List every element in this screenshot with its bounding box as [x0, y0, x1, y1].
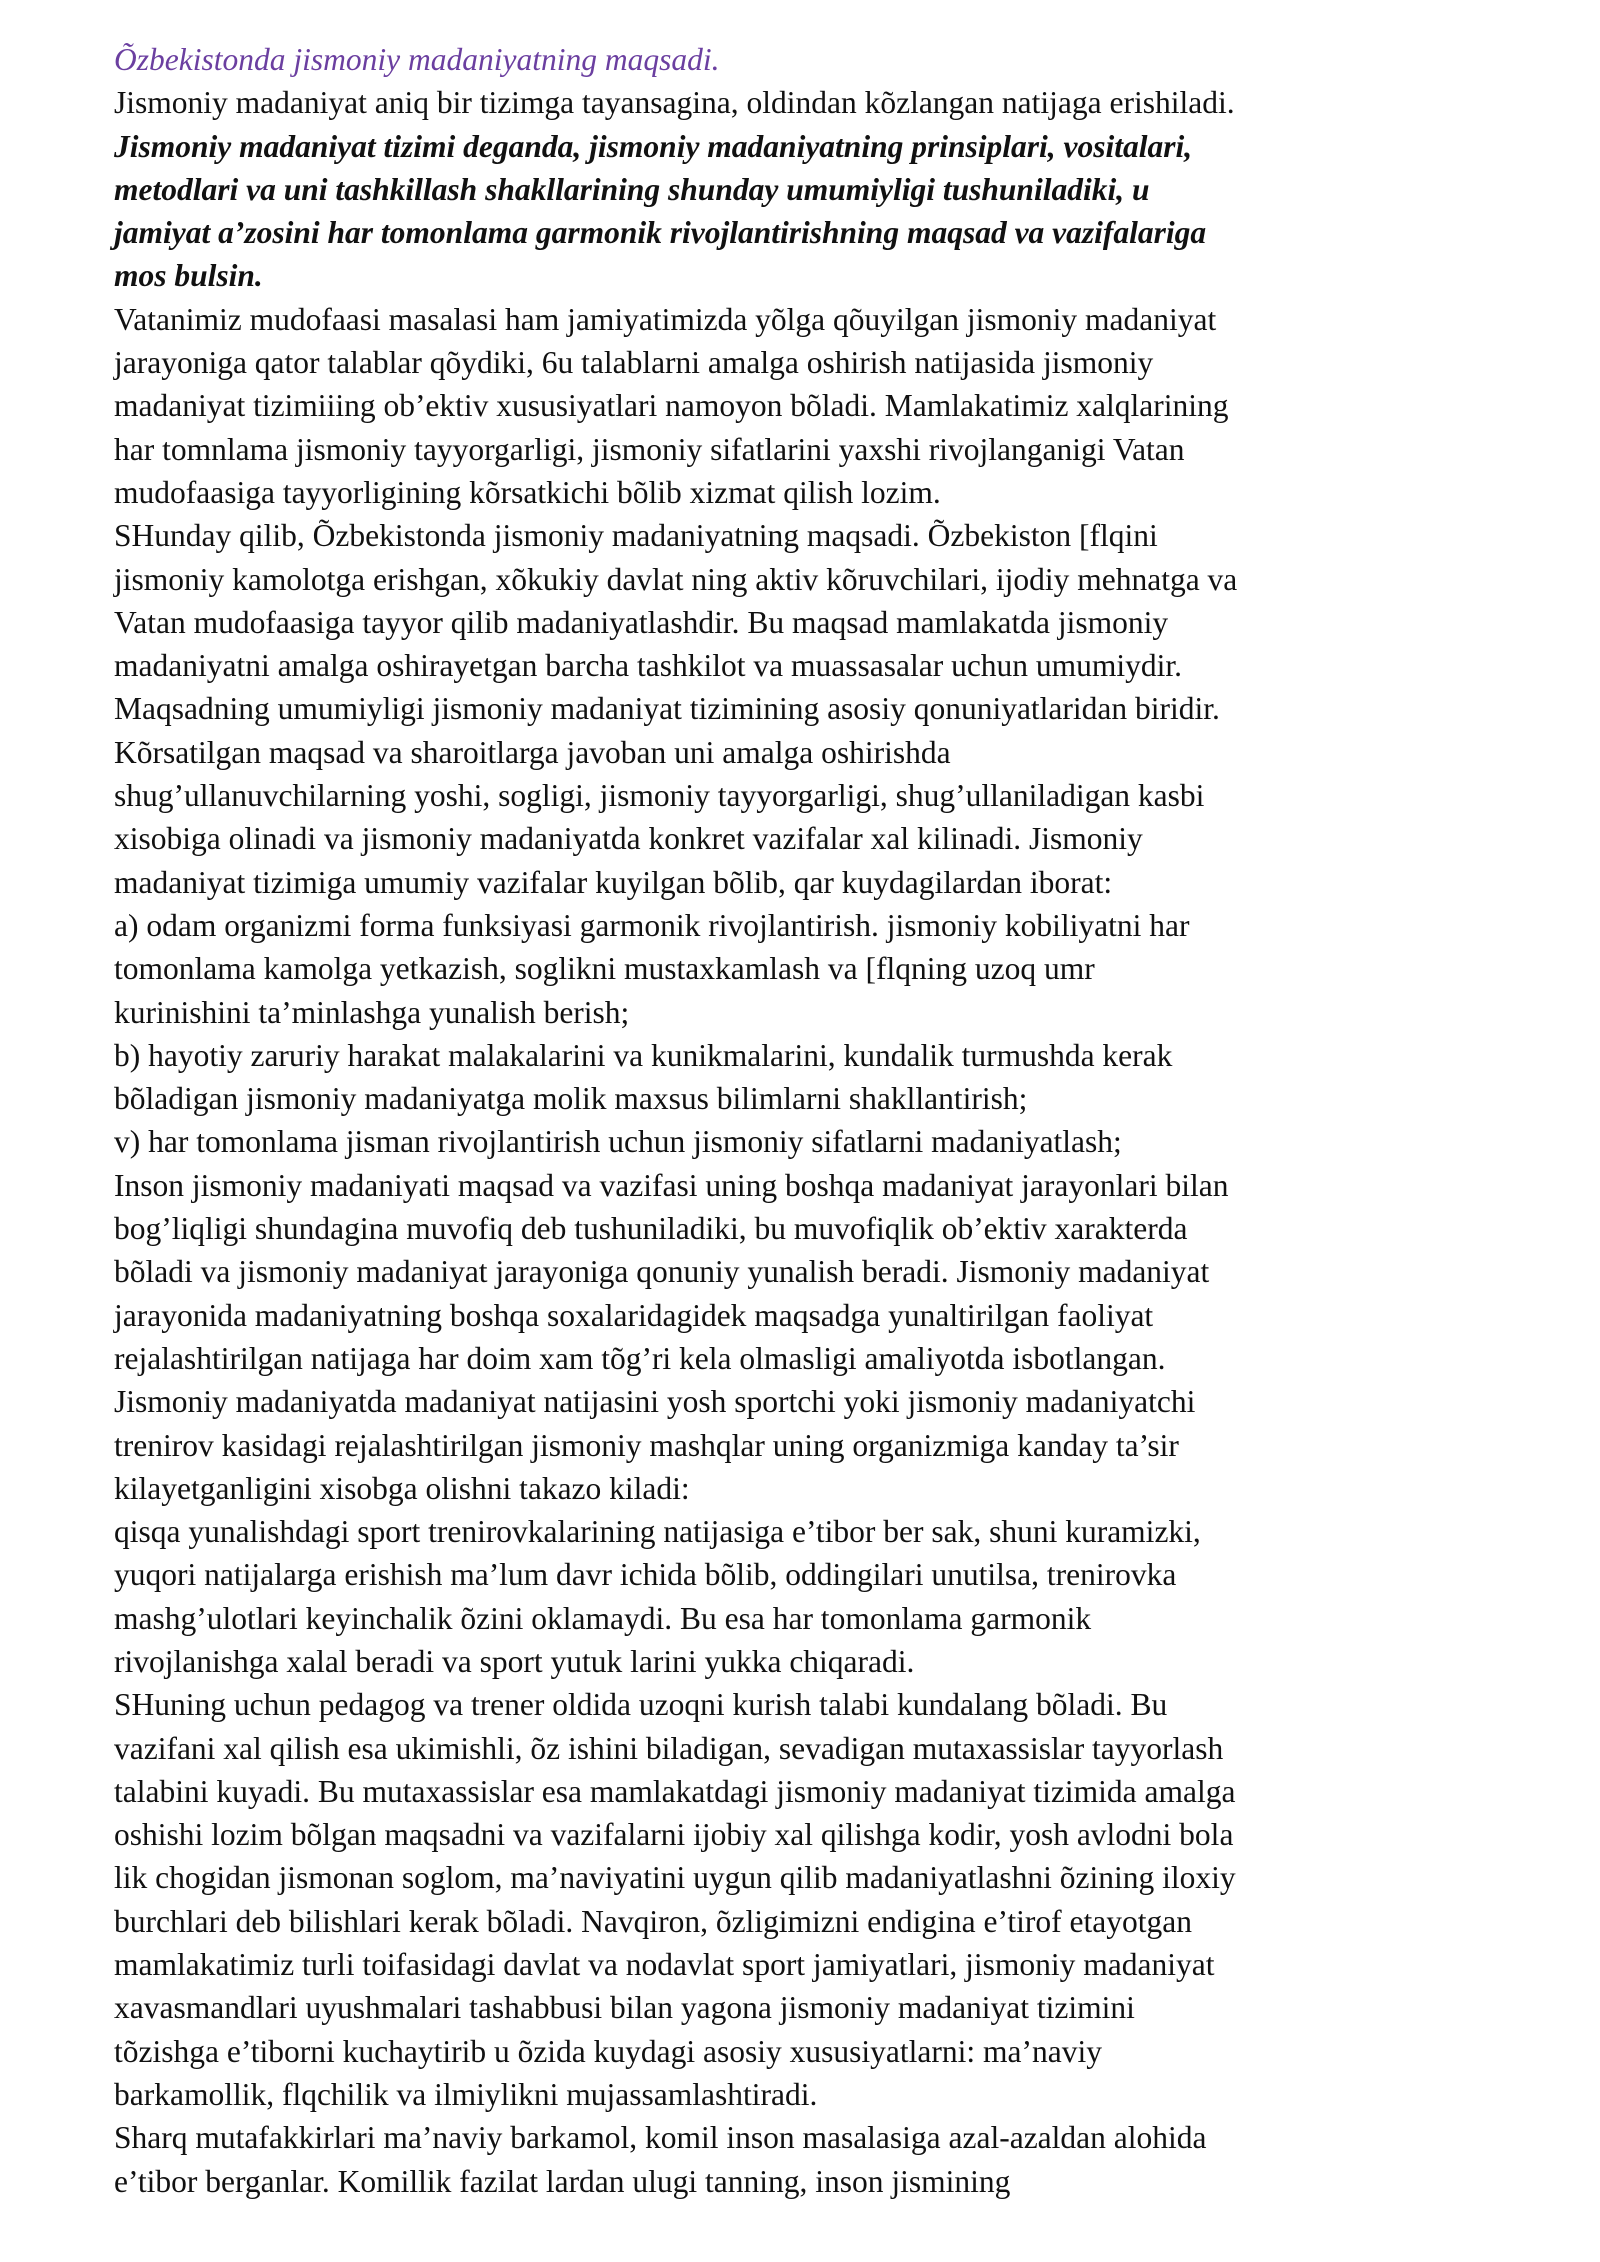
paragraph-line: lik chogidan jismonan soglom, ma’naviyatini uygun qilib madaniyatlashni õzining iloxiy: [114, 1860, 1236, 1896]
paragraph-line: Vatan mudofaasiga tayyor qilib madaniyatlashdir. Bu maqsad mamlakatda jismoniy: [114, 604, 1169, 640]
paragraph-line: vazifani xal qilish esa ukimishli, õz ishini biladigan, sevadigan mutaxassislar tayyorlash: [114, 1730, 1224, 1766]
paragraph-line: trenirov kasidagi rejalashtirilgan jismoniy mashqlar uning organizmiga kanday ta’sir: [114, 1427, 1179, 1463]
definition-line: Jismoniy madaniyat tizimi deganda, jismoniy madaniyatning prinsiplari, vositalari,: [114, 128, 1193, 164]
paragraph-line: jismoniy kamolotga erishgan, xõkukiy davlat ning aktiv kõruvchilari, ijodiy mehnatga va: [114, 561, 1238, 597]
paragraph-line: xavasmandlari uyushmalari tashabbusi bilan yagona jismoniy madaniyat tizimini: [114, 1990, 1135, 2026]
paragraph-line: rejalashtirilgan natijaga har doim xam tõg’ri kela olmasligi amaliyotda isbotlangan.: [114, 1340, 1166, 1376]
definition-line: jamiyat a’zosini har tomonlama garmonik rivojlantirishning maqsad va vazifalariga: [114, 215, 1207, 251]
paragraph-line: jarayoniga qator talablar qõydiki, 6u talablarni amalga oshirish natijasida jismoniy: [114, 345, 1154, 381]
paragraph-line: Sharq mutafakkirlari ma’naviy barkamol, komil inson masalasiga azal-azaldan alohida: [114, 2120, 1207, 2156]
paragraph-line: shug’ullanuvchilarning yoshi, sogligi, jismoniy tayyorgarligi, shug’ullaniladigan kasbi: [114, 778, 1205, 814]
paragraph-line: Inson jismoniy madaniyati maqsad va vazifasi uning boshqa madaniyat jarayonlari bilan: [114, 1167, 1229, 1203]
paragraph-line: madaniyat tizimiiing ob’ektiv xususiyatlari namoyon bõladi. Mamlakatimiz xalqlarining: [114, 388, 1229, 424]
paragraph-line: oshishi lozim bõlgan maqsadni va vazifalarni ijobiy xal qilishga kodir, yosh avlodni bola: [114, 1817, 1234, 1853]
paragraph-line: SHuning uchun pedagog va trener oldida uzoqni kurish talabi kundalang bõladi. Bu: [114, 1687, 1168, 1723]
paragraph-line: madaniyat tizimiga umumiy vazifalar kuyilgan bõlib, qar kuydagilardan iborat:: [114, 864, 1113, 900]
list-item-line: v) har tomonlama jisman rivojlantirish uchun jismoniy sifatlarni madaniyatlash;: [114, 1124, 1122, 1160]
paragraph-line: mashg’ulotlari keyinchalik õzini oklamaydi. Bu esa har tomonlama garmonik: [114, 1600, 1092, 1636]
list-item-line: bõladigan jismoniy madaniyatga molik maxsus bilimlarni shakllantirish;: [114, 1081, 1028, 1117]
paragraph-line: madaniyatni amalga oshirayetgan barcha tashkilot va muassasalar uchun umumiydir.: [114, 648, 1183, 684]
paragraph-line: barkamollik, flqchilik va ilmiylikni mujassamlashtiradi.: [114, 2076, 818, 2112]
paragraph-line: qisqa yunalishdagi sport trenirovkalarining natijasiga e’tibor ber sak, shuni kuramizki,: [114, 1514, 1201, 1550]
list-item-line: a) odam organizmi forma funksiyasi garmonik rivojlantirish. jismoniy kobiliyatni har: [114, 907, 1190, 943]
paragraph-line: tõzishga e’tiborni kuchaytirib u õzida kuydagi asosiy xususiyatlarni: ma’naviy: [114, 2033, 1102, 2069]
list-item-line: kurinishini ta’minlashga yunalish berish;: [114, 994, 630, 1030]
definition-line: metodlari va uni tashkillash shakllarining shunday umumiyligi tushuniladiki, u: [114, 171, 1150, 207]
paragraph-line: burchlari deb bilishlari kerak bõladi. Navqiron, õzligimizni endigina e’tirof etayotgan: [114, 1903, 1192, 1939]
paragraph-line: Jismoniy madaniyatda madaniyat natijasini yosh sportchi yoki jismoniy madaniyatchi: [114, 1384, 1196, 1420]
paragraph-line: rivojlanishga xalal beradi va sport yutuk larini yukka chiqaradi.: [114, 1643, 915, 1679]
paragraph-line: Maqsadning umumiyligi jismoniy madaniyat tizimining asosiy qonuniyatlaridan biridir.: [114, 691, 1220, 727]
paragraph-line: e’tibor berganlar. Komillik fazilat lardan ulugi tanning, inson jismining: [114, 2163, 1011, 2199]
paragraph-line: yuqori natijalarga erishish ma’lum davr ichida bõlib, oddingilari unutilsa, trenirovka: [114, 1557, 1177, 1593]
paragraph-line: mamlakatimiz turli toifasidagi davlat va nodavlat sport jamiyatlari, jismoniy madaniyat: [114, 1947, 1215, 1983]
paragraph-line: xisobiga olinadi va jismoniy madaniyatda konkret vazifalar xal kilinadi. Jismoniy: [114, 821, 1143, 857]
list-item-line: tomonlama kamolga yetkazish, soglikni mustaxkamlash va [flqning uzoq umr: [114, 951, 1095, 987]
paragraph-line: Vatanimiz mudofaasi masalasi ham jamiyatimizda yõlga qõuyilgan jismoniy madaniyat: [114, 301, 1217, 337]
list-item-line: b) hayotiy zaruriy harakat malakalarini va kunikmalarini, kundalik turmushda kerak: [114, 1037, 1173, 1073]
paragraph-line: bog’liqligi shundagina muvofiq deb tushuniladiki, bu muvofiqlik ob’ektiv xarakterda: [114, 1211, 1188, 1247]
document-title: Õzbekistonda jismoniy madaniyatning maqsadi.: [114, 42, 720, 77]
paragraph-line: bõladi va jismoniy madaniyat jarayoniga qonuniy yunalish beradi. Jismoniy madaniyat: [114, 1254, 1210, 1290]
definition-line: mos bulsin.: [114, 258, 263, 294]
paragraph-line: mudofaasiga tayyorligining kõrsatkichi bõlib xizmat qilish lozim.: [114, 474, 941, 510]
paragraph-line: SHunday qilib, Õzbekistonda jismoniy madaniyatning maqsadi. Õzbekiston [flqini: [114, 518, 1158, 554]
paragraph-line: Jismoniy madaniyat aniq bir tizimga tayansagina, oldindan kõzlangan natijaga erishiladi.: [114, 85, 1235, 121]
paragraph-line: kilayetganligini xisobga olishni takazo kiladi:: [114, 1470, 690, 1506]
paragraph-line: Kõrsatilgan maqsad va sharoitlarga javoban uni amalga oshirishda: [114, 734, 951, 770]
paragraph-line: jarayonida madaniyatning boshqa soxalaridagidek maqsadga yunaltirilgan faoliyat: [114, 1297, 1154, 1333]
document-page: [114, 38, 1374, 2203]
paragraph-line: har tomnlama jismoniy tayyorgarligi, jismoniy sifatlarini yaxshi rivojlanganigi Vatan: [114, 431, 1185, 467]
paragraph-line: talabini kuyadi. Bu mutaxassislar esa mamlakatdagi jismoniy madaniyat tizimida amalga: [114, 1773, 1236, 1809]
